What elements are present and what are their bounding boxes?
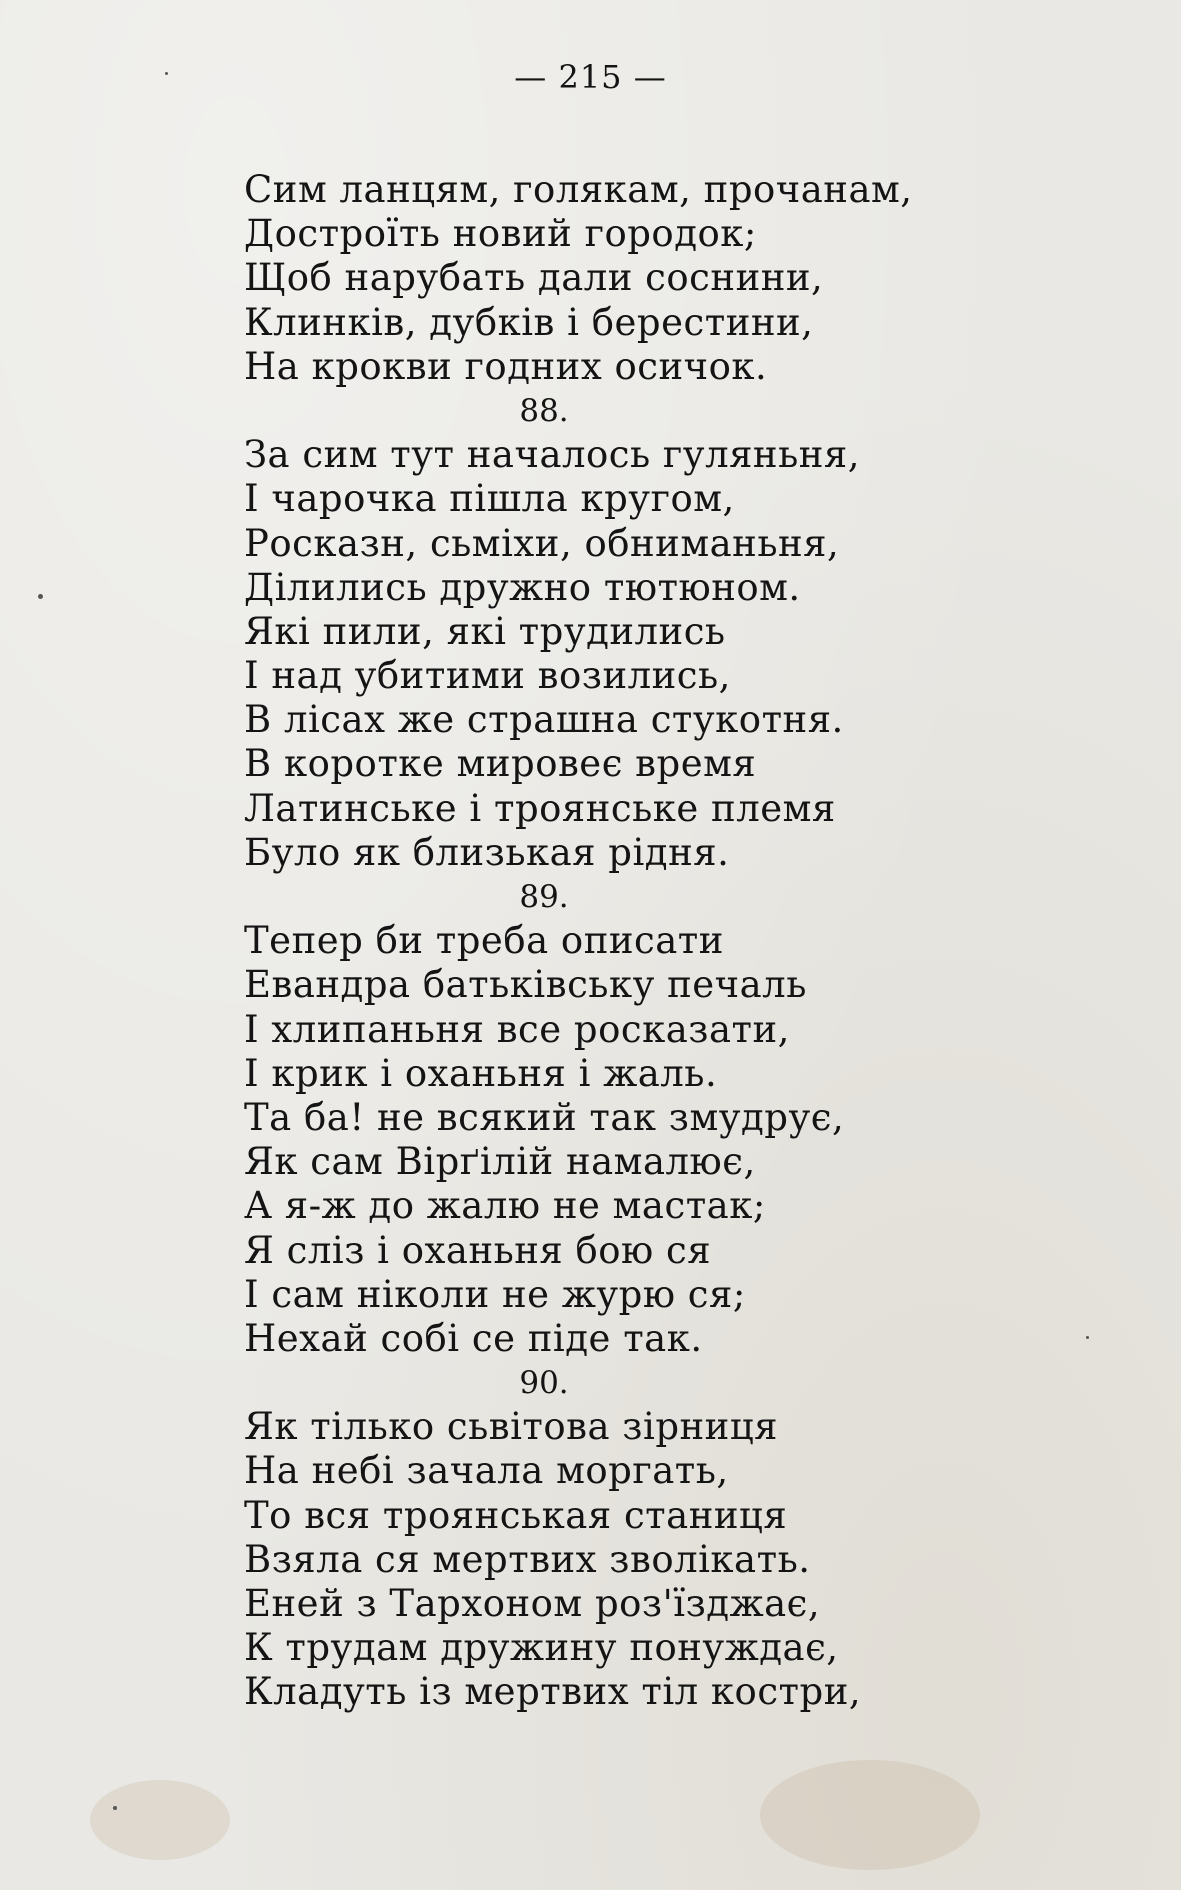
- verse-line: І над убитими возились,: [244, 654, 731, 698]
- verse-line: Латинське і троянське племя: [244, 786, 836, 830]
- poem-text: [244, 168, 924, 1715]
- verse-line: Я сліз і оханьня бою ся: [244, 1228, 712, 1272]
- verse-line: І чарочка пішла кругом,: [244, 477, 735, 521]
- stanza-number: 90.: [519, 1365, 569, 1402]
- verse-line: Еней з Тархоном роз'їзджає,: [244, 1582, 821, 1625]
- verse-line: На небі зачала моргать,: [244, 1449, 729, 1493]
- verse-line: Кладуть із мертвих тіл костри,: [244, 1670, 862, 1714]
- verse-line: В коротке мировеє время: [244, 742, 757, 786]
- verse-line: Щоб нарубать дали соснини,: [244, 256, 824, 300]
- page-number: — 215 —: [514, 58, 667, 96]
- verse-line: На крокви годних осичок.: [244, 344, 768, 388]
- paper-stain: [760, 1760, 980, 1870]
- verse-line: К трудам дружину понуждає,: [244, 1626, 839, 1670]
- ink-speck: [165, 72, 168, 75]
- stanza-number: 89.: [519, 879, 569, 915]
- verse-line: Взяла ся мертвих зволікать.: [244, 1537, 811, 1581]
- stanza-number: 88.: [519, 392, 569, 429]
- verse-line: Було як близькая рідня.: [244, 830, 730, 874]
- verse-line: Ділились дружно тютюном.: [244, 565, 801, 609]
- ink-speck: [113, 1806, 117, 1810]
- verse-line: Тепер би треба описати: [244, 919, 724, 963]
- verse-line: Росказн, сьміхи, обниманьня,: [244, 521, 840, 565]
- verse-line: Як тілько сьвітова зірниця: [244, 1405, 778, 1449]
- ink-speck: [38, 594, 43, 599]
- verse-line: Та ба! не всякий так змудрує,: [244, 1095, 845, 1139]
- verse-line: І крик і оханьня і жаль.: [244, 1051, 718, 1095]
- verse-line: Достроїть новий городок;: [244, 212, 757, 256]
- verse-line: І хлипаньня все росказати,: [244, 1007, 790, 1051]
- verse-line: І сам ніколи не журю ся;: [244, 1272, 746, 1316]
- verse-line: Як сам Вірґілій намалює,: [244, 1140, 756, 1184]
- verse-line: Евандра батьківську печаль: [244, 963, 807, 1007]
- verse-line: Нехай собі се піде так.: [244, 1316, 703, 1360]
- verse-line: А я-ж до жалю не мастак;: [244, 1184, 766, 1228]
- verse-line: За сим тут началось гуляньня,: [244, 433, 860, 477]
- verse-line: Клинків, дубків і берестини,: [244, 300, 814, 344]
- verse-line: Які пили, які трудились: [244, 609, 726, 653]
- paper-stain: [90, 1780, 230, 1860]
- verse-line: То вся троянськая станиця: [244, 1493, 788, 1537]
- verse-line: В лісах же страшна стукотня.: [244, 698, 844, 742]
- ink-speck: [1086, 1336, 1089, 1339]
- verse-line: Сим ланцям, голякам, прочанам,: [244, 168, 913, 211]
